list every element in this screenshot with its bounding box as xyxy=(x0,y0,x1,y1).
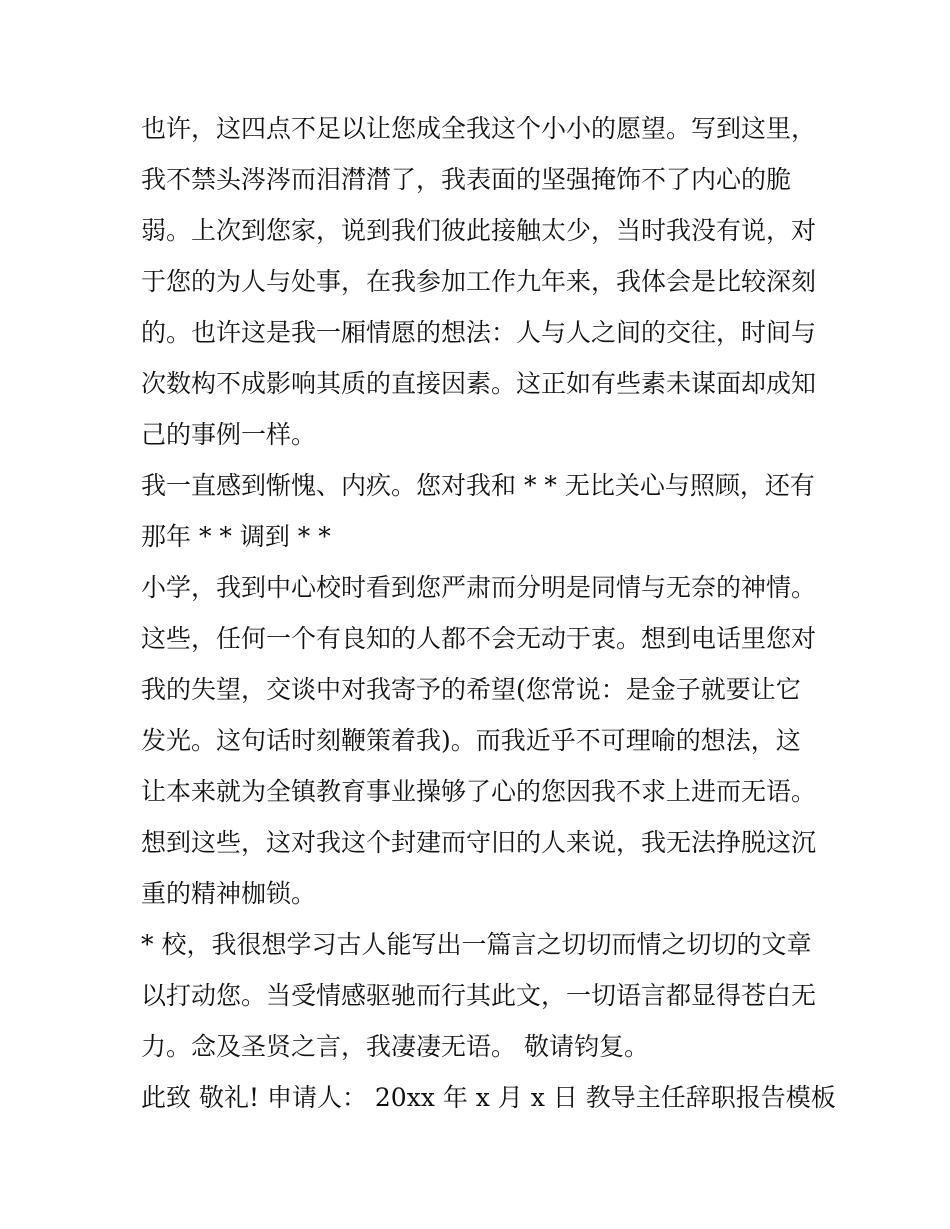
text-line: 那年 * * 调到 * * xyxy=(141,522,331,551)
text-line: 此致 敬礼! 申请人： 20xx 年 x 月 x 日 教导主任辞职报告模板 xyxy=(141,1083,836,1112)
text-line: 己的事例一样。 xyxy=(141,420,317,449)
text-line: * 校，我很想学习古人能写出一篇言之切切而情之切切的文章 xyxy=(141,930,812,959)
text-line: 重的精神枷锁。 xyxy=(141,879,317,908)
text-line: 发光。这句话时刻鞭策着我)。而我近乎不可理喻的想法，这 xyxy=(141,726,801,755)
text-line: 想到这些，这对我这个封建而守旧的人来说，我无法挣脱这沉 xyxy=(141,828,817,857)
text-line: 的。也许这是我一厢情愿的想法：人与人之间的交往，时间与 xyxy=(141,318,817,347)
text-line: 这些，任何一个有良知的人都不会无动于衷。想到电话里您对 xyxy=(141,624,817,653)
text-line: 力。念及圣贤之言，我凄凄无语。 敬请钧复。 xyxy=(141,1032,649,1061)
text-line: 让本来就为全镇教育事业操够了心的您因我不求上进而无语。 xyxy=(141,777,817,806)
text-line: 我的失望，交谈中对我寄予的希望(您常说：是金子就要让它 xyxy=(141,675,801,704)
text-line: 于您的为人与处事，在我参加工作九年来，我体会是比较深刻 xyxy=(141,267,817,296)
text-line: 也许，这四点不足以让您成全我这个小小的愿望。写到这里， xyxy=(141,114,817,143)
letter-body xyxy=(141,103,836,1123)
text-line: 我不禁头涔涔而泪潸潸了，我表面的坚强掩饰不了内心的脆 xyxy=(141,165,792,194)
text-line: 次数构不成影响其质的直接因素。这正如有些素未谋面却成知 xyxy=(141,369,817,398)
text-line: 小学，我到中心校时看到您严肃而分明是同情与无奈的神情。 xyxy=(141,573,817,602)
text-line: 以打动您。当受情感驱驰而行其此文，一切语言都显得苍白无 xyxy=(141,981,817,1010)
text-line: 弱。上次到您家，说到我们彼此接触太少，当时我没有说，对 xyxy=(141,216,817,245)
text-line: 我一直感到惭愧、内疚。您对我和 * * 无比关心与照顾，还有 xyxy=(141,471,815,500)
